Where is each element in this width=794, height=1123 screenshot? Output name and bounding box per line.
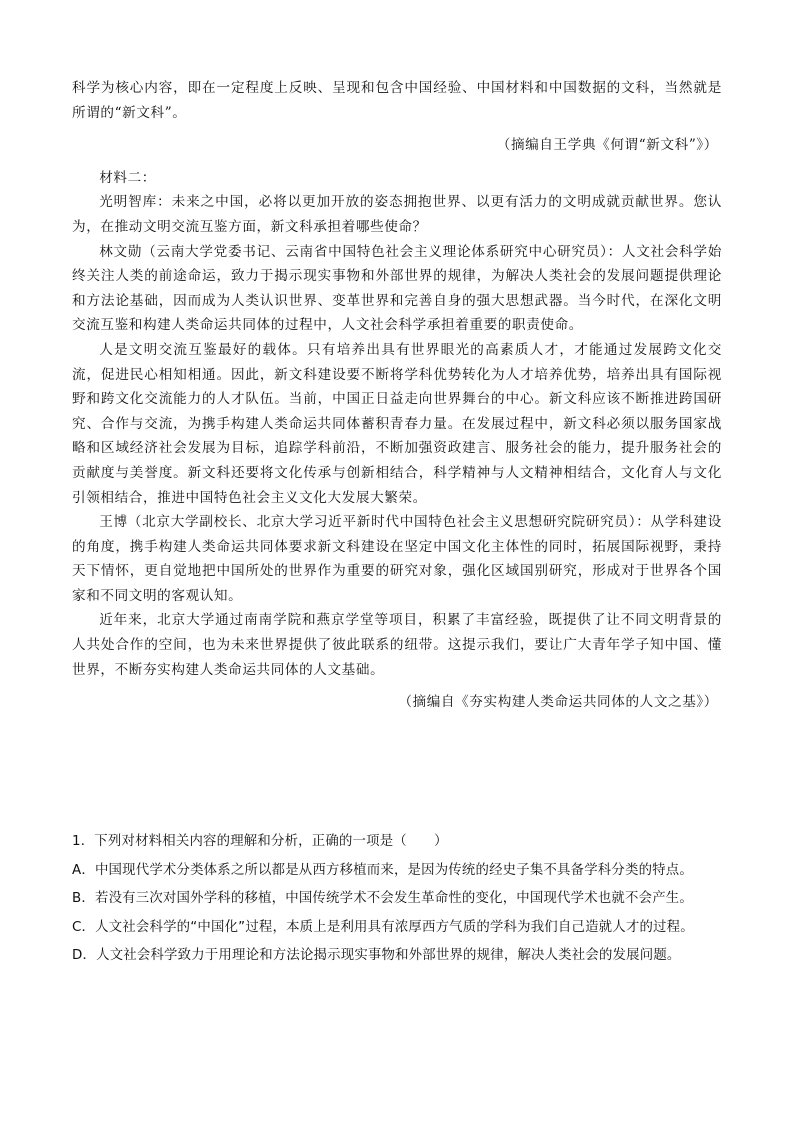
paragraph-talent: 人是文明交流互鉴最好的载体。只有培养出具有世界眼光的高素质人才，才能通过发展跨文化交流，促进民心相知相通。因此，新文科建设要不断将学科优势转化为人才培养优势，培养出具有国际视野和跨文化交流能力的人才队伍。当前，中国正日益走向世界舞台的中心。新文科应该不断推进跨国研究、合作与交流，为携手构建人类命运共同体蓄积青春力量。在发展过程中，新文科必须以服务国家战略和区域经济社会发展为目标，追踪学科前沿，不断加强资政建言、服务社会的能力，提升服务社会的贡献度与美誉度。新文科还要将文化传承与创新相结合，科学精神与人文精神相结合，文化育人与文化引领相结合，推进中国特色社会主义文化大发展大繁荣。 — [72, 341, 722, 506]
passage-continuation: 科学为核心内容，即在一定程度上反映、呈现和包含中国经验、中国材料和中国数据的文科，当然就是所谓的“新文科”。 — [72, 80, 722, 121]
paragraph-question: 光明智库：未来之中国，必将以更加开放的姿态拥抱世界、以更有活力的文明成就贡献世界。您认为，在推动文明交流互鉴方面，新文科承担着哪些使命？ — [72, 194, 722, 235]
source-citation-2: （摘编自《夯实构建人类命运共同体的人文之基》） — [398, 694, 718, 711]
source-citation-1: （摘编自王学典《何谓“新文科”》） — [496, 137, 718, 154]
question-stem: 1．下列对材料相关内容的理解和分析，正确的一项是（ ） — [72, 834, 448, 849]
paragraph-peking-university: 近年来，北京大学通过南南学院和燕京学堂等项目，积累了丰富经验，既提供了让不同文明背景的人共处合作的空间，也为未来世界提供了彼此联系的纽带。这提示我们，要让广大青年学子知中国、懂世界，不断夯实构建人类命运共同体的人文基础。 — [72, 612, 722, 678]
paragraph-lin-wenxun: 林文勋（云南大学党委书记、云南省中国特色社会主义理论体系研究中心研究员）：人文社会科学始终关注人类的前途命运，致力于揭示现实事物和外部世界的规律，为解决人类社会的发展问题提供理论和方法论基础，因而成为人类认识世界、变革世界和完善自身的强大思想武器。当今时代，在深化文明交流互鉴和构建人类命运共同体的过程中，人文社会科学承担着重要的职责使命。 — [72, 243, 722, 334]
option-b[interactable]: B．若没有三次对国外学科的移植，中国传统学术不会发生革命性的变化，中国现代学术也就不会产生。 — [72, 891, 693, 906]
reading-passage — [72, 76, 722, 723]
option-c[interactable]: C．人文社会科学的“中国化”过程，本质上是利用具有浓厚西方气质的学科为我们自己造就人才的过程。 — [72, 919, 694, 935]
option-a[interactable]: A．中国现代学术分类体系之所以都是从西方移植而来，是因为传统的经史子集不具备学科分类的特点。 — [72, 862, 693, 878]
option-d[interactable]: D．人文社会科学致力于用理论和方法论揭示现实事物和外部世界的规律，解决人类社会的发展问题。 — [72, 948, 681, 963]
paragraph-wang-bo: 王博（北京大学副校长、北京大学习近平新时代中国特色社会主义思想研究院研究员）：从学科建设的角度，携手构建人类命运共同体要求新文科建设在坚定中国文化主体性的同时，拓展国际视野，秉持天下情怀，更自觉地把中国所处的世界作为重要的研究对象，强化区域国别研究，形成对于世界各个国家和不同文明的客观认知。 — [72, 514, 722, 604]
question-1 — [72, 828, 732, 971]
material-2-label: 材料二： — [99, 169, 156, 186]
